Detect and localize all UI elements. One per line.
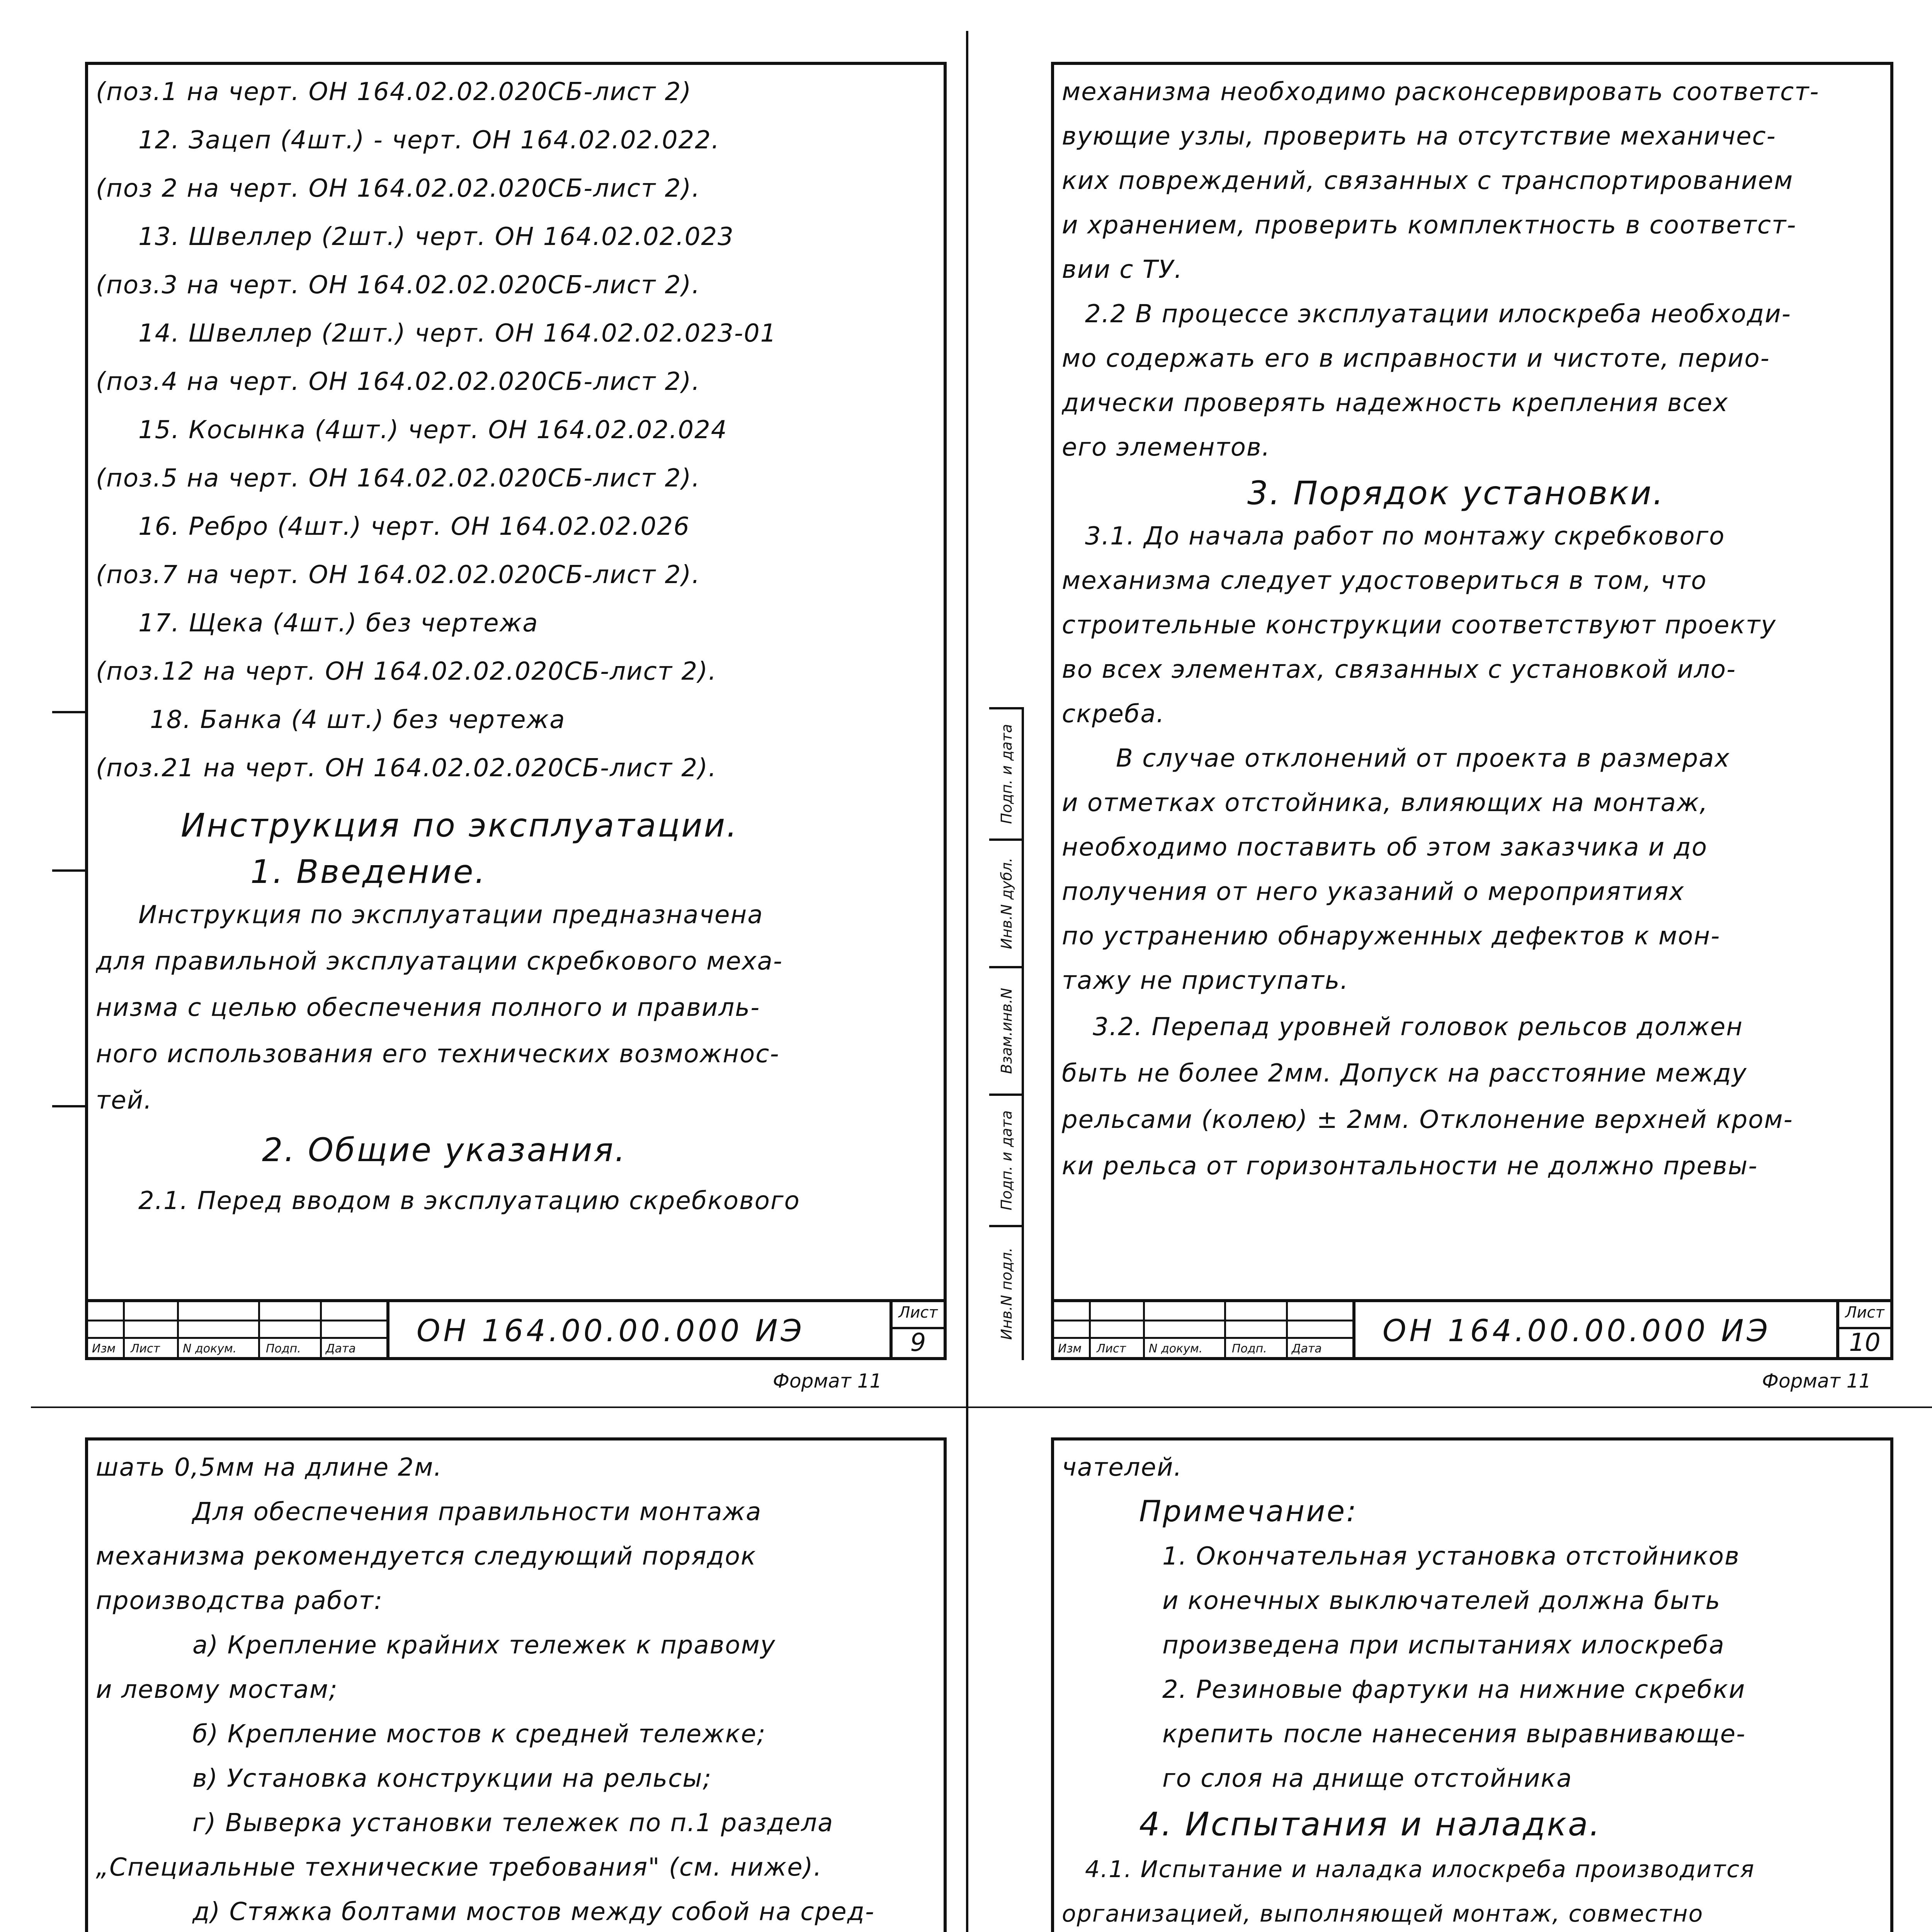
text-line: его элементов. — [1062, 433, 1270, 462]
text-line: организацией, выполняющей монтаж, совместно — [1062, 1900, 1704, 1927]
text-line: получения от него указаний о мероприятиях — [1062, 878, 1685, 906]
text-line: тей. — [96, 1086, 153, 1115]
text-line: крепить после нанесения выравнивающе- — [1162, 1720, 1746, 1748]
text-line: 2. Резиновые фартуки на нижние скребки — [1162, 1675, 1746, 1704]
text-line: рельсами (колею) ± 2мм. Отклонение верхней кром- — [1062, 1105, 1793, 1134]
sheet-9 — [85, 62, 947, 1360]
tb-label: Лист — [1097, 1342, 1126, 1355]
text-line: механизма рекомендуется следующий порядок — [96, 1542, 757, 1571]
tb-label: Изм — [1058, 1342, 1082, 1355]
text-line: д) Стяжка болтами мостов между собой на сред- — [192, 1898, 875, 1926]
text-line: производства работ: — [96, 1587, 383, 1615]
side-cell: Взам.инв.N — [989, 966, 1024, 1094]
text-line: Инструкция по эксплуатации предназначена — [138, 901, 764, 929]
text-line: ного использования его технических возможнос- — [96, 1040, 780, 1068]
text-line: б) Крепление мостов к средней тележке; — [192, 1720, 766, 1748]
text-line: тажу не приступать. — [1062, 966, 1349, 995]
tb-label: Изм — [92, 1342, 116, 1355]
margin-tick — [52, 1105, 87, 1107]
sheet-11 — [85, 1437, 947, 1932]
text-line: 2.1. Перед вводом в эксплуатацию скребкового — [138, 1187, 800, 1215]
text-line: скреба. — [1062, 700, 1165, 728]
text-line: для правильной эксплуатации скребкового меха- — [96, 947, 783, 976]
text-line: во всех элементах, связанных с установкой ило- — [1062, 655, 1736, 684]
text-line: быть не более 2мм. Допуск на расстояние между — [1062, 1059, 1747, 1088]
text-line: 14. Швеллер (2шт.) черт. ОН 164.02.02.023-01 — [138, 319, 777, 348]
text-line: дически проверять надежность крепления всех — [1062, 389, 1729, 417]
text-line: произведена при испытаниях илоскреба — [1162, 1631, 1725, 1660]
format-label: Формат 11 — [773, 1370, 882, 1392]
side-cell: Инв.N подл. — [989, 1225, 1024, 1360]
text-line: в) Установка конструкции на рельсы; — [192, 1764, 712, 1793]
text-line: 16. Ребро (4шт.) черт. ОН 164.02.02.026 — [138, 512, 690, 541]
side-stamp-strip — [989, 707, 1024, 1360]
title-block-labels — [88, 1340, 389, 1355]
text-line: (поз.1 на черт. ОН 164.02.02.020СБ-лист 2) — [96, 78, 692, 106]
sheet-number-box — [889, 1302, 944, 1357]
text-line: 13. Швеллер (2шт.) черт. ОН 164.02.02.023 — [138, 223, 734, 251]
sheet-12-content — [1062, 1448, 1883, 1932]
text-line: 3.1. До начала работ по монтажу скребкового — [1085, 522, 1725, 551]
sheet-number: 10 — [1849, 1328, 1881, 1357]
text-line: (поз.21 на черт. ОН 164.02.02.020СБ-лист 2). — [96, 754, 717, 782]
text-line: шать 0,5мм на длине 2м. — [96, 1453, 442, 1482]
tb-label: Дата — [1292, 1342, 1322, 1355]
text-line: 18. Банка (4 шт.) без чертежа — [150, 706, 566, 734]
text-line: а) Крепление крайних тележек к правому — [192, 1631, 776, 1660]
text-line: ких повреждений, связанных с транспортированием — [1062, 167, 1794, 195]
tb-label: Дата — [326, 1342, 356, 1355]
text-line: 15. Косынка (4шт.) черт. ОН 164.02.02.024 — [138, 416, 728, 444]
side-cell: Инв.N дубл. — [989, 838, 1024, 966]
sheet-12 — [1051, 1437, 1893, 1932]
tb-label: N докум. — [1149, 1342, 1203, 1355]
section-heading: 3. Порядок установки. — [1247, 474, 1665, 512]
fold-line-vertical — [966, 31, 968, 1932]
tb-label: N докум. — [183, 1342, 237, 1355]
document-code: ОН 164.00.00.000 ИЭ — [417, 1314, 805, 1349]
sheet-number-box — [1836, 1302, 1890, 1357]
tb-label: Лист — [131, 1342, 160, 1355]
text-line: необходимо поставить об этом заказчика и до — [1062, 833, 1708, 862]
title-block — [88, 1299, 944, 1357]
text-line: 2.2 В процессе эксплуатации илоскреба необходи- — [1085, 300, 1791, 328]
format-label: Формат 11 — [1762, 1370, 1871, 1392]
title-block-labels — [1054, 1340, 1355, 1355]
section-heading: Инструкция по эксплуатации. — [181, 806, 738, 844]
text-line: по устранению обнаруженных дефектов к мон- — [1062, 922, 1721, 951]
sheet-11-content — [96, 1448, 936, 1932]
sheet-9-content — [96, 73, 936, 1291]
text-line: механизма следует удостовериться в том, что — [1062, 566, 1707, 595]
fold-line-horizontal — [31, 1406, 1932, 1408]
sheet-number: 9 — [910, 1328, 926, 1357]
text-line: строительные конструкции соответствуют проекту — [1062, 611, 1777, 639]
text-line: чателей. — [1062, 1453, 1182, 1482]
text-line: механизма необходимо расконсервировать соответст- — [1062, 78, 1820, 106]
title-block — [1054, 1299, 1890, 1357]
text-line: ки рельса от горизонтальности не должно превы- — [1062, 1152, 1758, 1180]
tb-label: Подп. — [266, 1342, 301, 1355]
text-line: вии с ТУ. — [1062, 255, 1183, 284]
sheet-label: Лист — [1839, 1304, 1890, 1329]
text-line: Для обеспечения правильности монтажа — [192, 1498, 762, 1526]
text-line: 4.1. Испытание и наладка илоскреба производится — [1085, 1856, 1755, 1883]
text-line: (поз.4 на черт. ОН 164.02.02.020СБ-лист 2). — [96, 367, 701, 396]
text-line: 3.2. Перепад уровней головок рельсов должен — [1093, 1013, 1743, 1041]
side-cell: Подп. и дата — [989, 707, 1024, 838]
sheet-10-content — [1062, 73, 1883, 1291]
text-line: и отметках отстойника, влияющих на монтаж, — [1062, 789, 1708, 817]
section-heading: 2. Общие указания. — [262, 1131, 627, 1169]
text-line: 1. Окончательная установка отстойников — [1162, 1542, 1740, 1571]
text-line: (поз.3 на черт. ОН 164.02.02.020СБ-лист 2). — [96, 271, 701, 299]
sheet-label: Лист — [893, 1304, 944, 1329]
text-line: 12. Зацеп (4шт.) - черт. ОН 164.02.02.022. — [138, 126, 720, 155]
text-line: (поз.5 на черт. ОН 164.02.02.020СБ-лист 2). — [96, 464, 701, 493]
text-line: и хранением, проверить комплектность в соответст- — [1062, 211, 1797, 240]
text-line: низма с целью обеспечения полного и правиль- — [96, 993, 760, 1022]
text-line: мо содержать его в исправности и чистоте, перио- — [1062, 344, 1770, 373]
margin-tick — [52, 711, 87, 713]
note-heading: Примечание: — [1139, 1494, 1358, 1528]
text-line: (поз.12 на черт. ОН 164.02.02.020СБ-лист 2). — [96, 657, 717, 686]
text-line: (поз.7 на черт. ОН 164.02.02.020СБ-лист 2). — [96, 561, 701, 589]
section-heading: 1. Введение. — [250, 853, 487, 891]
text-line: г) Выверка установки тележек по п.1 раздела — [192, 1809, 834, 1837]
text-line: го слоя на днище отстойника — [1162, 1764, 1573, 1793]
document-code: ОН 164.00.00.000 ИЭ — [1383, 1314, 1771, 1349]
text-line: и конечных выключателей должна быть — [1162, 1587, 1721, 1615]
side-cell: Подп. и дата — [989, 1094, 1024, 1225]
tb-label: Подп. — [1232, 1342, 1267, 1355]
text-line: (поз 2 на черт. ОН 164.02.02.020СБ-лист 2). — [96, 174, 701, 203]
text-line: вующие узлы, проверить на отсутствие механичес- — [1062, 122, 1776, 151]
text-line: и левому мостам; — [96, 1675, 338, 1704]
sheet-10 — [1051, 62, 1893, 1360]
margin-tick — [52, 869, 87, 872]
text-line: В случае отклонений от проекта в размерах — [1116, 744, 1730, 773]
section-heading: 4. Испытания и наладка. — [1139, 1805, 1602, 1843]
text-line: 17. Щека (4шт.) без чертежа — [138, 609, 539, 638]
text-line: „Специальные технические требования" (см. ниже). — [96, 1853, 822, 1882]
